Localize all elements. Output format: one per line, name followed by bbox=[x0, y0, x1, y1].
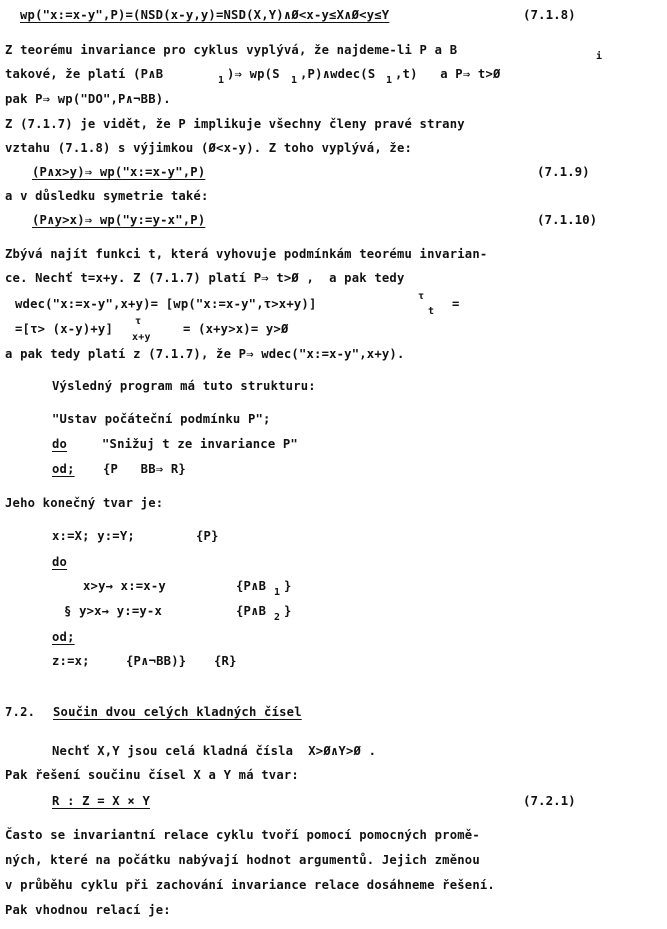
formula-line: = (x+y>x)= y>Ø bbox=[183, 322, 289, 336]
code-line: } bbox=[284, 604, 292, 618]
subscript: 1 bbox=[386, 75, 393, 86]
text-line: ,P)∧wdec(S bbox=[300, 67, 376, 81]
formula-line: = bbox=[452, 297, 460, 311]
subscript: 2 bbox=[274, 612, 281, 623]
code-keyword: od; bbox=[52, 630, 75, 644]
subscript: x+y bbox=[132, 332, 151, 343]
text-line: takové, že platí (P∧B bbox=[5, 67, 164, 81]
text-line: )⇒ wp(S bbox=[227, 67, 280, 81]
text-line: pak P⇒ wp("DO",P∧¬BB). bbox=[5, 92, 171, 106]
text-line: vztahu (7.1.8) s výjimkou (Ø<x-y). Z toho vyplývá, že: bbox=[5, 141, 413, 155]
equation-number: (7.1.10) bbox=[537, 212, 598, 227]
subscript: 1 bbox=[291, 75, 298, 86]
code-line: "Snižuj t ze invariance P" bbox=[102, 437, 298, 451]
superscript: τ bbox=[418, 291, 425, 302]
text-line: Zbývá najít funkci t, která vyhovuje podmínkám teorému invarian- bbox=[5, 247, 488, 261]
text-line: a pak tedy platí z (7.1.7), že P⇒ wdec("x:=x-y",x+y). bbox=[5, 347, 405, 361]
code-line: x>y→ x:=x-y bbox=[83, 579, 166, 593]
text-line: a v důsledku symetrie také: bbox=[5, 189, 209, 203]
text-line: Z (7.1.7) je vidět, že P implikuje všechny členy pravé strany bbox=[5, 117, 465, 131]
equation-7-1-8: wp("x:=x-y",P)=(NSD(x-y,y)=NSD(X,Y)∧Ø<x-y≤X∧Ø<y≤Y bbox=[20, 8, 390, 22]
text-line: Jeho konečný tvar je: bbox=[5, 496, 164, 510]
subscript: 1 bbox=[218, 75, 225, 86]
text-line: Pak vhodnou relací je: bbox=[5, 903, 171, 917]
code-keyword: do bbox=[52, 437, 68, 451]
subscript: i bbox=[596, 51, 603, 62]
text-line: v průběhu cyklu při zachování invariance relace dosáhneme řešení. bbox=[5, 878, 495, 892]
code-keyword: do bbox=[52, 555, 68, 569]
code-keyword: od; bbox=[52, 462, 75, 476]
section-title: Součin dvou celých kladných čísel bbox=[53, 705, 302, 719]
section-number: 7.2. bbox=[5, 705, 36, 719]
formula-line: =[τ> (x-y)+y] bbox=[15, 322, 113, 336]
equation-number: (7.1.8) bbox=[523, 7, 576, 22]
text-line: Pak řešení součinu čísel X a Y má tvar: bbox=[5, 768, 299, 782]
text-line: Výsledný program má tuto strukturu: bbox=[52, 379, 316, 393]
subscript: t bbox=[428, 306, 435, 317]
equation-number: (7.1.9) bbox=[537, 164, 590, 179]
code-line: {P∧B bbox=[236, 604, 267, 618]
subscript: 1 bbox=[274, 587, 281, 598]
code-line: "Ustav počáteční podmínku P"; bbox=[52, 412, 271, 426]
code-line: x:=X; y:=Y; bbox=[52, 529, 135, 543]
text-line: ce. Nechť t=x+y. Z (7.1.7) platí P⇒ t>Ø , a pak tedy bbox=[5, 271, 405, 285]
superscript: τ bbox=[135, 316, 142, 327]
text-line: Z teorému invariance pro cyklus vyplývá, že najdeme-li P a B bbox=[5, 43, 458, 57]
text-line: Nechť X,Y jsou celá kladná čísla X>Ø∧Y>Ø . bbox=[52, 744, 377, 758]
code-line: § y>x→ y:=y-x bbox=[64, 604, 162, 618]
code-line: {P∧B bbox=[236, 579, 267, 593]
equation-7-1-9: (P∧x>y)⇒ wp("x:=x-y",P) bbox=[32, 165, 206, 179]
equation-7-1-10: (P∧y>x)⇒ wp("y:=y-x",P) bbox=[32, 213, 206, 227]
code-line: {R} bbox=[214, 654, 237, 668]
code-line: } bbox=[284, 579, 292, 593]
code-line: z:=x; bbox=[52, 654, 90, 668]
equation-7-2-1: R : Z = X × Y bbox=[52, 794, 150, 808]
code-line: {P} bbox=[196, 529, 219, 543]
text-line: ,t) a P⇒ t>Ø bbox=[395, 67, 501, 81]
code-line: {P∧¬BB)} bbox=[126, 654, 187, 668]
code-line: {P BB⇒ R} bbox=[103, 462, 186, 476]
equation-number: (7.2.1) bbox=[523, 793, 576, 808]
formula-line: wdec("x:=x-y",x+y)= [wp("x:=x-y",τ>x+y)] bbox=[15, 297, 317, 311]
text-line: Často se invariantní relace cyklu tvoří pomocí pomocných promě- bbox=[5, 828, 480, 842]
text-line: ných, které na počátku nabývají hodnot argumentů. Jejich změnou bbox=[5, 853, 480, 867]
